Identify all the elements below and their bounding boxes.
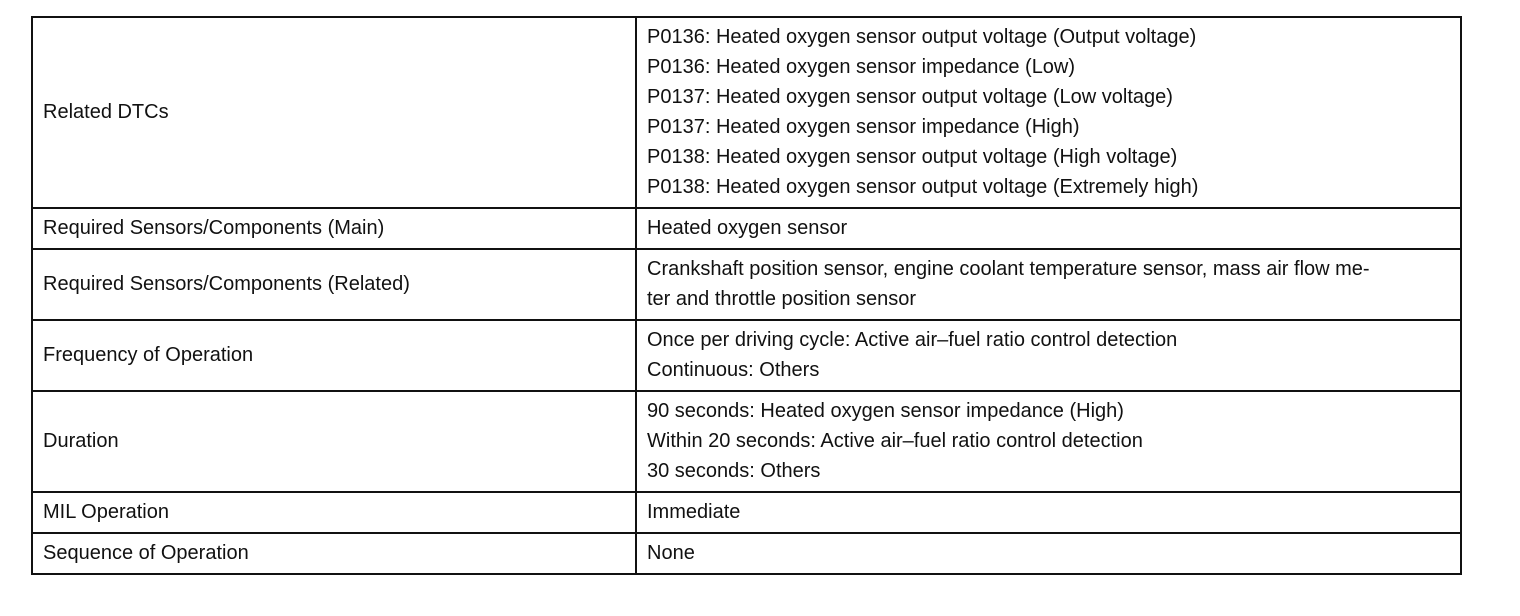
value-line: 30 seconds: Others [647,460,821,482]
row-value [636,492,1461,533]
value-line: Once per driving cycle: Active air–fuel ratio control detection [647,329,1178,351]
table-row-related-dtcs [32,17,1461,208]
row-label: Related DTCs [32,17,636,208]
table-row-sensors-related [32,249,1461,320]
value-line: ter and throttle position sensor [647,288,917,310]
row-label: Duration [32,391,636,492]
row-label: Required Sensors/Components (Main) [32,208,636,249]
table-row-frequency [32,320,1461,391]
table-row-sequence [32,533,1461,574]
row-value [636,249,1461,320]
row-value [636,17,1461,208]
row-label: Sequence of Operation [32,533,636,574]
dtc-line: P0136: Heated oxygen sensor impedance (Low) [647,56,1076,78]
value-line: Within 20 seconds: Active air–fuel ratio control detection [647,430,1143,452]
table-row-sensors-main [32,208,1461,249]
dtc-line: P0136: Heated oxygen sensor output voltage (Output voltage) [647,26,1197,48]
value-line: None [647,542,695,564]
row-value [636,533,1461,574]
value-line: Heated oxygen sensor [647,217,848,239]
row-value [636,320,1461,391]
value-line: Crankshaft position sensor, engine coolant temperature sensor, mass air flow me- [647,258,1370,280]
dtc-line: P0137: Heated oxygen sensor impedance (High) [647,116,1080,138]
row-label: Required Sensors/Components (Related) [32,249,636,320]
value-line: Continuous: Others [647,359,820,381]
row-label: Frequency of Operation [32,320,636,391]
dtc-line: P0138: Heated oxygen sensor output voltage (Extremely high) [647,176,1199,198]
row-label: MIL Operation [32,492,636,533]
value-line: 90 seconds: Heated oxygen sensor impedance (High) [647,400,1124,422]
monitor-spec-table [31,16,1462,575]
row-value [636,391,1461,492]
table-row-duration [32,391,1461,492]
row-value [636,208,1461,249]
value-line: Immediate [647,501,741,523]
dtc-line: P0137: Heated oxygen sensor output voltage (Low voltage) [647,86,1173,108]
table-row-mil-operation [32,492,1461,533]
dtc-line: P0138: Heated oxygen sensor output voltage (High voltage) [647,146,1178,168]
